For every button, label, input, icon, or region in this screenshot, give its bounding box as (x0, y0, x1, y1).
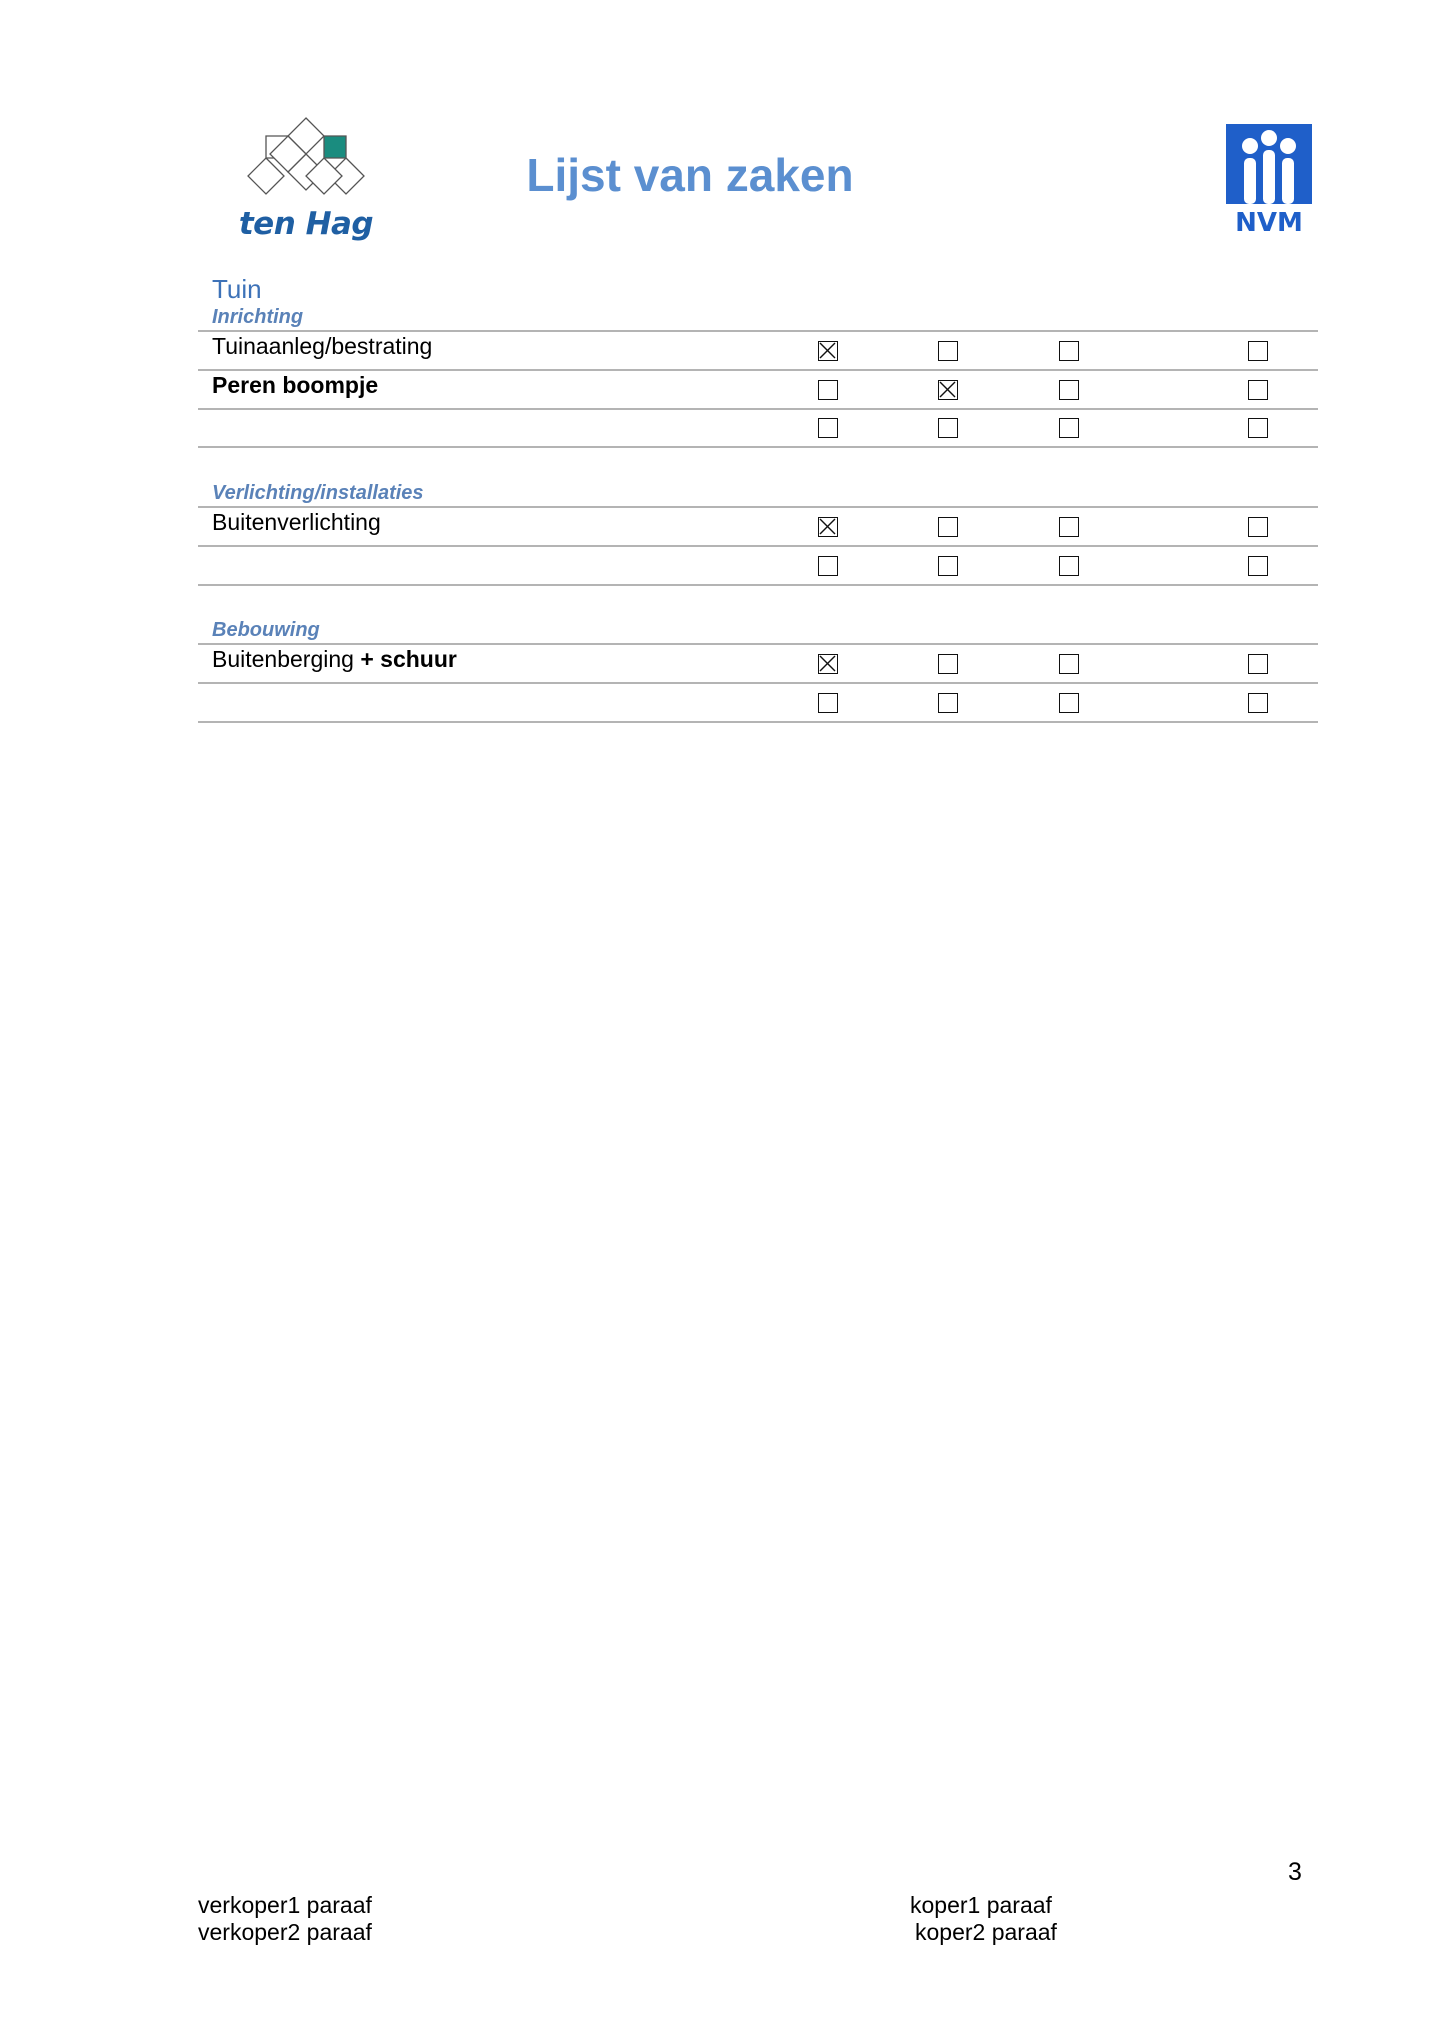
checkbox[interactable] (938, 556, 958, 576)
buyer1-initials: koper1 paraaf (910, 1892, 1052, 1918)
divider (198, 643, 1318, 645)
checkbox[interactable] (938, 418, 958, 438)
nvm-figures-icon (1226, 124, 1312, 204)
checkbox[interactable] (818, 380, 838, 400)
section-title: Tuin (212, 274, 262, 304)
divider (198, 330, 1318, 332)
checkbox[interactable] (1248, 556, 1268, 576)
row-label: Tuinaanleg/bestrating (212, 333, 433, 359)
checkbox[interactable] (1059, 380, 1079, 400)
checkbox[interactable] (1059, 341, 1079, 361)
subsection-title: Verlichting/installaties (212, 482, 424, 504)
cross-mark-icon (819, 342, 836, 359)
divider (198, 682, 1318, 684)
row-label: Buitenverlichting (212, 509, 381, 535)
ten-hag-logo-text: ten Hag (238, 206, 374, 242)
checkbox[interactable] (1248, 341, 1268, 361)
checkbox[interactable] (938, 517, 958, 537)
divider (198, 545, 1318, 547)
row-label-bold: + schuur (353, 646, 457, 672)
cross-mark-icon (819, 655, 836, 672)
checkbox-checked[interactable] (818, 654, 838, 674)
divider (198, 446, 1318, 448)
checkbox[interactable] (938, 693, 958, 713)
checkbox-checked[interactable] (818, 517, 838, 537)
ten-hag-logo (236, 112, 376, 252)
nvm-logo-text: NVM (1235, 208, 1303, 238)
divider (198, 369, 1318, 371)
buyer2-initials: koper2 paraaf (915, 1919, 1057, 1945)
checkbox[interactable] (1059, 517, 1079, 537)
seller1-initials: verkoper1 paraaf (198, 1892, 372, 1918)
checkbox[interactable] (1059, 556, 1079, 576)
divider (198, 721, 1318, 723)
checkbox[interactable] (818, 693, 838, 713)
row-label-plain: Buitenberging (212, 646, 354, 672)
checkbox[interactable] (1059, 418, 1079, 438)
page-number: 3 (1288, 1858, 1302, 1886)
checkbox[interactable] (1248, 418, 1268, 438)
checkbox[interactable] (1248, 693, 1268, 713)
divider (198, 506, 1318, 508)
checkbox[interactable] (1248, 380, 1268, 400)
subsection-title: Inrichting (212, 306, 304, 328)
checkbox[interactable] (938, 654, 958, 674)
pinwheel-logo-icon (236, 112, 376, 208)
divider (198, 408, 1318, 410)
checkbox[interactable] (1059, 693, 1079, 713)
checkbox[interactable] (818, 418, 838, 438)
checkbox[interactable] (1248, 517, 1268, 537)
row-label: Peren boompje (212, 372, 379, 398)
cross-mark-icon (819, 518, 836, 535)
checkbox-checked[interactable] (938, 380, 958, 400)
checkbox[interactable] (938, 341, 958, 361)
checkbox-checked[interactable] (818, 341, 838, 361)
divider (198, 584, 1318, 586)
checkbox[interactable] (1248, 654, 1268, 674)
seller2-initials: verkoper2 paraaf (198, 1919, 372, 1945)
subsection-title: Bebouwing (212, 619, 320, 641)
checkbox[interactable] (1059, 654, 1079, 674)
page-title: Lijst van zaken (526, 149, 854, 201)
nvm-logo (1226, 124, 1312, 240)
row-label (212, 646, 457, 673)
checkbox[interactable] (818, 556, 838, 576)
cross-mark-icon (939, 381, 956, 398)
